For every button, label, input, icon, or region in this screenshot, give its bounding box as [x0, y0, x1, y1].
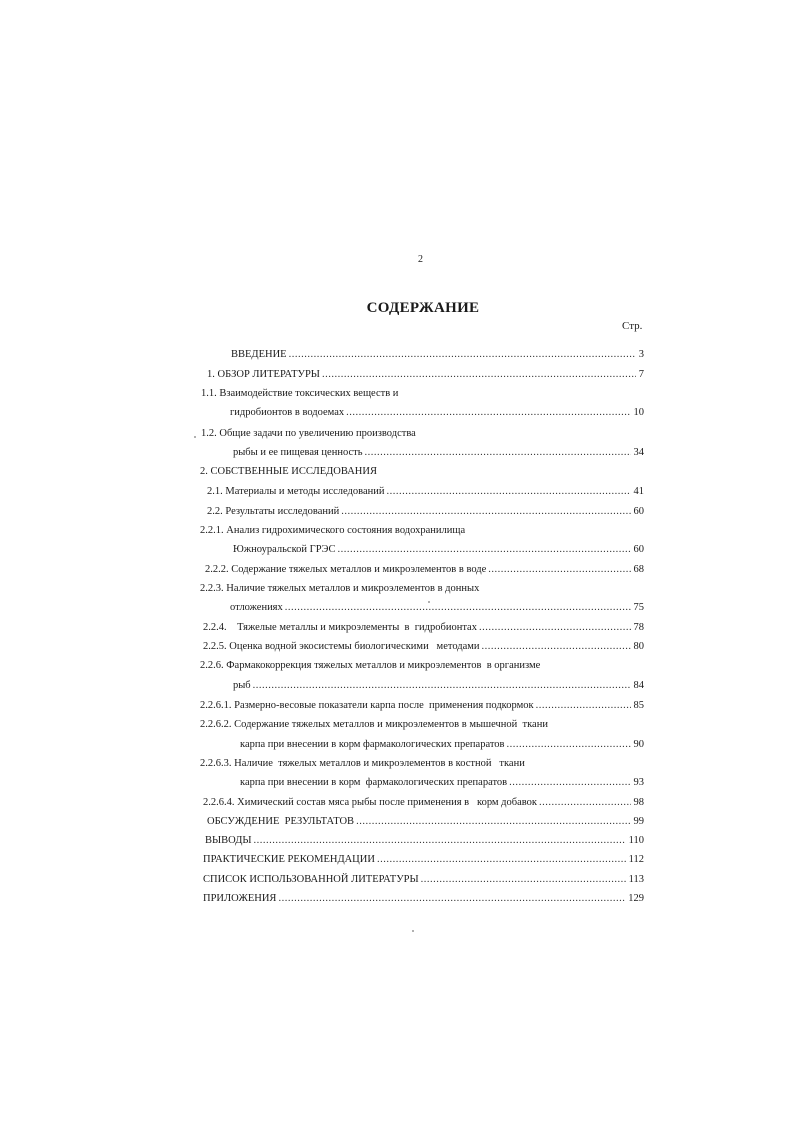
toc-leader-dots	[509, 776, 630, 790]
toc-entry-page: 99	[633, 816, 644, 827]
toc-leader-dots	[254, 834, 626, 848]
toc-entry-page: 113	[628, 874, 644, 885]
toc-entry-page: 93	[633, 777, 644, 788]
toc-entry-page: 10	[633, 407, 644, 418]
toc-entry-label: 2.1. Материалы и методы исследований	[207, 486, 385, 497]
toc-entry-chapter-1	[207, 368, 644, 382]
toc-entry-2-2-1-line1: 2.2.1. Анализ гидрохимического состояния водохранилища	[200, 525, 466, 536]
toc-entry-1-1	[230, 406, 644, 420]
toc-entry-2-2-6-2-line1: 2.2.6.2. Содержание тяжелых металлов и микроэлементов в мышечной ткани	[200, 719, 548, 730]
toc-entry-label: 2.2.5. Оценка водной экосистемы биологическими методами	[203, 641, 480, 652]
toc-leader-dots	[278, 892, 625, 906]
toc-entry-page: 98	[633, 797, 644, 808]
toc-leader-dots	[387, 485, 631, 499]
toc-entry-page: 90	[633, 739, 644, 750]
toc-leader-dots	[356, 815, 630, 829]
toc-entry-1-2-line1: 1.2. Общие задачи по увеличению производства	[201, 428, 416, 439]
toc-entry-page: 80	[633, 641, 644, 652]
toc-leader-dots	[365, 446, 631, 460]
toc-entry-label: СПИСОК ИСПОЛЬЗОВАННОЙ ЛИТЕРАТУРЫ	[203, 874, 419, 885]
toc-leader-dots	[322, 368, 636, 382]
toc-entry-2-2-6-3	[240, 776, 644, 790]
toc-entry-2-2-2	[205, 563, 644, 577]
toc-leader-dots	[377, 853, 626, 867]
toc-entry-2-2	[207, 505, 644, 519]
toc-entry-page: 84	[633, 680, 644, 691]
toc-entry-intro	[231, 348, 644, 362]
page-number: 2	[418, 254, 423, 265]
toc-entry-2-2-6	[233, 679, 644, 693]
toc-entry-2-2-3-line1: 2.2.3. Наличие тяжелых металлов и микроэлементов в донных	[200, 583, 480, 594]
toc-entry-page: 7	[638, 369, 644, 380]
page-column-label: Стр.	[622, 320, 643, 332]
toc-entry-label: карпа при внесении в корм фармакологических препаратов	[240, 777, 508, 788]
toc-leader-dots	[341, 505, 630, 519]
toc-leader-dots	[482, 640, 631, 654]
toc-entry-label: ВВЕДЕНИЕ	[231, 349, 287, 360]
toc-entry-page: 129	[628, 893, 644, 904]
toc-entry-label: 2.2. Результаты исследований	[207, 506, 340, 517]
toc-leader-dots	[421, 873, 626, 887]
toc-entry-label: ПРИЛОЖЕНИЯ	[203, 893, 277, 904]
toc-entry-2-2-6-2	[240, 738, 644, 752]
toc-leader-dots	[289, 348, 636, 362]
toc-entry-2-2-6-4	[203, 796, 644, 810]
toc-entry-label: ПРАКТИЧЕСКИЕ РЕКОМЕНДАЦИИ	[203, 854, 375, 865]
toc-entry-conclusions	[205, 834, 644, 848]
toc-entry-2-2-6-1	[200, 699, 644, 713]
toc-entry-label: отложениях	[230, 602, 283, 613]
toc-entry-page: 112	[628, 854, 644, 865]
toc-entry-recommendations	[203, 853, 644, 867]
toc-entry-page: 68	[633, 564, 644, 575]
toc-leader-dots	[346, 406, 630, 420]
toc-entry-page: 34	[633, 447, 644, 458]
toc-entry-page: 60	[633, 544, 644, 555]
toc-entry-1-1-line1: 1.1. Взаимодействие токсических веществ и	[201, 388, 399, 399]
toc-entry-chapter-2: 2. СОБСТВЕННЫЕ ИССЛЕДОВАНИЯ	[200, 466, 377, 477]
toc-entry-page: 41	[633, 486, 644, 497]
toc-entry-2-2-6-3-line1: 2.2.6.3. Наличие тяжелых металлов и микроэлементов в костной ткани	[200, 758, 525, 769]
toc-entry-label: 2.2.4. Тяжелые металлы и микроэлементы в гидробионтах	[203, 622, 477, 633]
toc-entry-label: карпа при внесении в корм фармакологических препаратов	[240, 739, 505, 750]
toc-entry-page: 3	[638, 349, 644, 360]
toc-entry-page: 85	[633, 700, 644, 711]
toc-entry-discussion	[207, 815, 644, 829]
toc-entry-label: 2.2.2. Содержание тяжелых металлов и микроэлементов в воде	[205, 564, 487, 575]
toc-entry-2-2-3	[230, 601, 644, 615]
toc-entry-page: 110	[628, 835, 644, 846]
toc-entry-label: 2.2.6.4. Химический состав мяса рыбы после применения в корм добавок	[203, 797, 538, 808]
toc-entry-label: 1. ОБЗОР ЛИТЕРАТУРЫ	[207, 369, 320, 380]
toc-entry-appendices	[203, 892, 644, 906]
toc-leader-dots	[539, 796, 630, 810]
toc-leader-dots	[253, 679, 631, 693]
toc-entry-label: 2.2.6.1. Размерно-весовые показатели карпа после применения подкормок	[200, 700, 534, 711]
toc-entry-page: 75	[633, 602, 644, 613]
toc-entry-page: 60	[633, 506, 644, 517]
toc-entry-2-1	[207, 485, 644, 499]
toc-entry-label: рыбы и ее пищевая ценность	[233, 447, 363, 458]
toc-leader-dots	[488, 563, 630, 577]
scan-speck	[194, 436, 196, 438]
toc-entry-label: ВЫВОДЫ	[205, 835, 252, 846]
toc-entry-label: Южноуральской ГРЭС	[233, 544, 336, 555]
scan-speck	[428, 601, 430, 603]
toc-leader-dots	[536, 699, 631, 713]
toc-entry-references	[203, 873, 644, 887]
scan-speck	[412, 930, 414, 932]
toc-leader-dots	[285, 601, 631, 615]
toc-leader-dots	[338, 543, 631, 557]
toc-entry-2-2-4	[203, 621, 644, 635]
toc-entry-label: гидробионтов в водоемах	[230, 407, 345, 418]
toc-leader-dots	[479, 621, 631, 635]
page-title: СОДЕРЖАНИЕ	[366, 300, 480, 316]
toc-leader-dots	[507, 738, 631, 752]
toc-entry-page: 78	[633, 622, 644, 633]
toc-entry-2-2-1	[233, 543, 644, 557]
toc-entry-2-2-6-line1: 2.2.6. Фармакокоррекция тяжелых металлов и микроэлементов в организме	[200, 660, 541, 671]
toc-entry-label: рыб	[233, 680, 251, 691]
toc-entry-label: ОБСУЖДЕНИЕ РЕЗУЛЬТАТОВ	[207, 816, 355, 827]
toc-entry-2-2-5	[203, 640, 644, 654]
toc-entry-1-2	[233, 446, 644, 460]
